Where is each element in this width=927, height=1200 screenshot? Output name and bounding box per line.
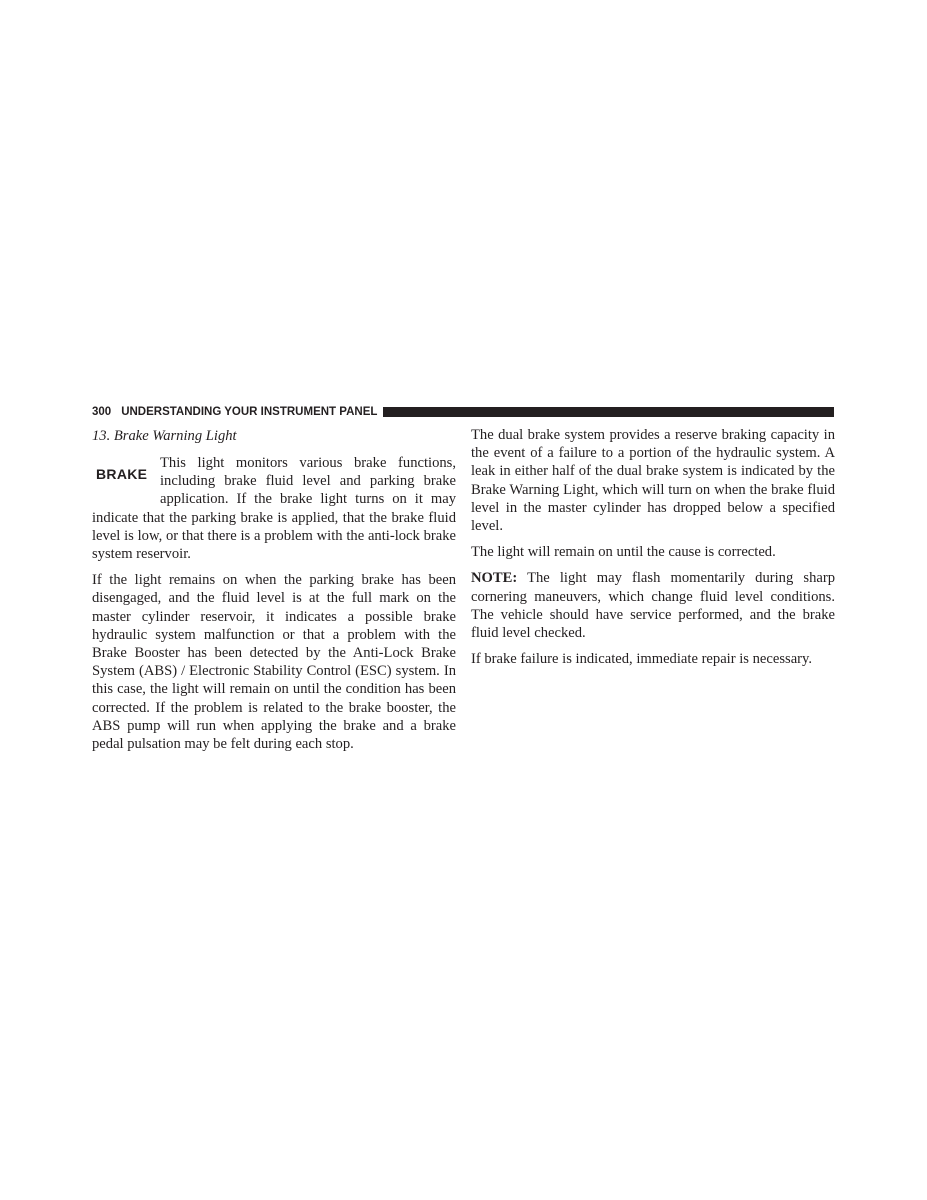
- section-title: UNDERSTANDING YOUR INSTRUMENT PANEL: [121, 406, 378, 418]
- paragraph: The dual brake system provides a reserve braking capacity in the event of a failure to a portion of the hydraulic system. A leak in either half of the dual brake system is indicated by the Brake Warning Light, which will turn on when the brake fluid level in the master cylinder has dropped below a specified level.: [471, 427, 835, 535]
- header-rule: [383, 407, 834, 417]
- brake-warning-icon: BRAKE: [96, 465, 148, 482]
- paragraph: If brake failure is indicated, immediate repair is necessary.: [471, 651, 813, 668]
- note-paragraph: [471, 569, 835, 642]
- item-heading: 13. Brake Warning Light: [92, 428, 237, 444]
- left-column: [92, 426, 456, 761]
- icon-paragraph: [92, 454, 456, 563]
- note-label: NOTE:: [471, 570, 518, 587]
- note-text: The light may flash momentarily during sharp cornering maneuvers, which change fluid level conditions. The vehicle should have service performed, and the brake fluid level checked.: [471, 570, 835, 642]
- paragraph-text: This light monitors various brake functions, including brake fluid level and parking brake application. If the brake light turns on it may indicate that the parking brake is applied, that the brake fluid level is low, or that there is a problem with the anti-lock brake system reservoir.: [92, 455, 456, 563]
- paragraph: The light will remain on until the cause is corrected.: [471, 544, 776, 561]
- paragraph: If the light remains on when the parking brake has been disengaged, and the fluid level is at the full mark on the master cylinder reservoir, it indicates a possible brake hydraulic system malfunction or that a problem with the Brake Booster has been detected by the Anti-Lock Brake System (ABS) / Electronic Stability Control (ESC) system. In this case, the light will remain on until the condition has been corrected. If the problem is related to the brake booster, the ABS pump will run when applying the brake and a brake pedal pulsation may be felt during each stop.: [92, 572, 456, 753]
- page-number: 300: [92, 406, 112, 418]
- right-column: [471, 426, 835, 676]
- page-header: [92, 405, 834, 419]
